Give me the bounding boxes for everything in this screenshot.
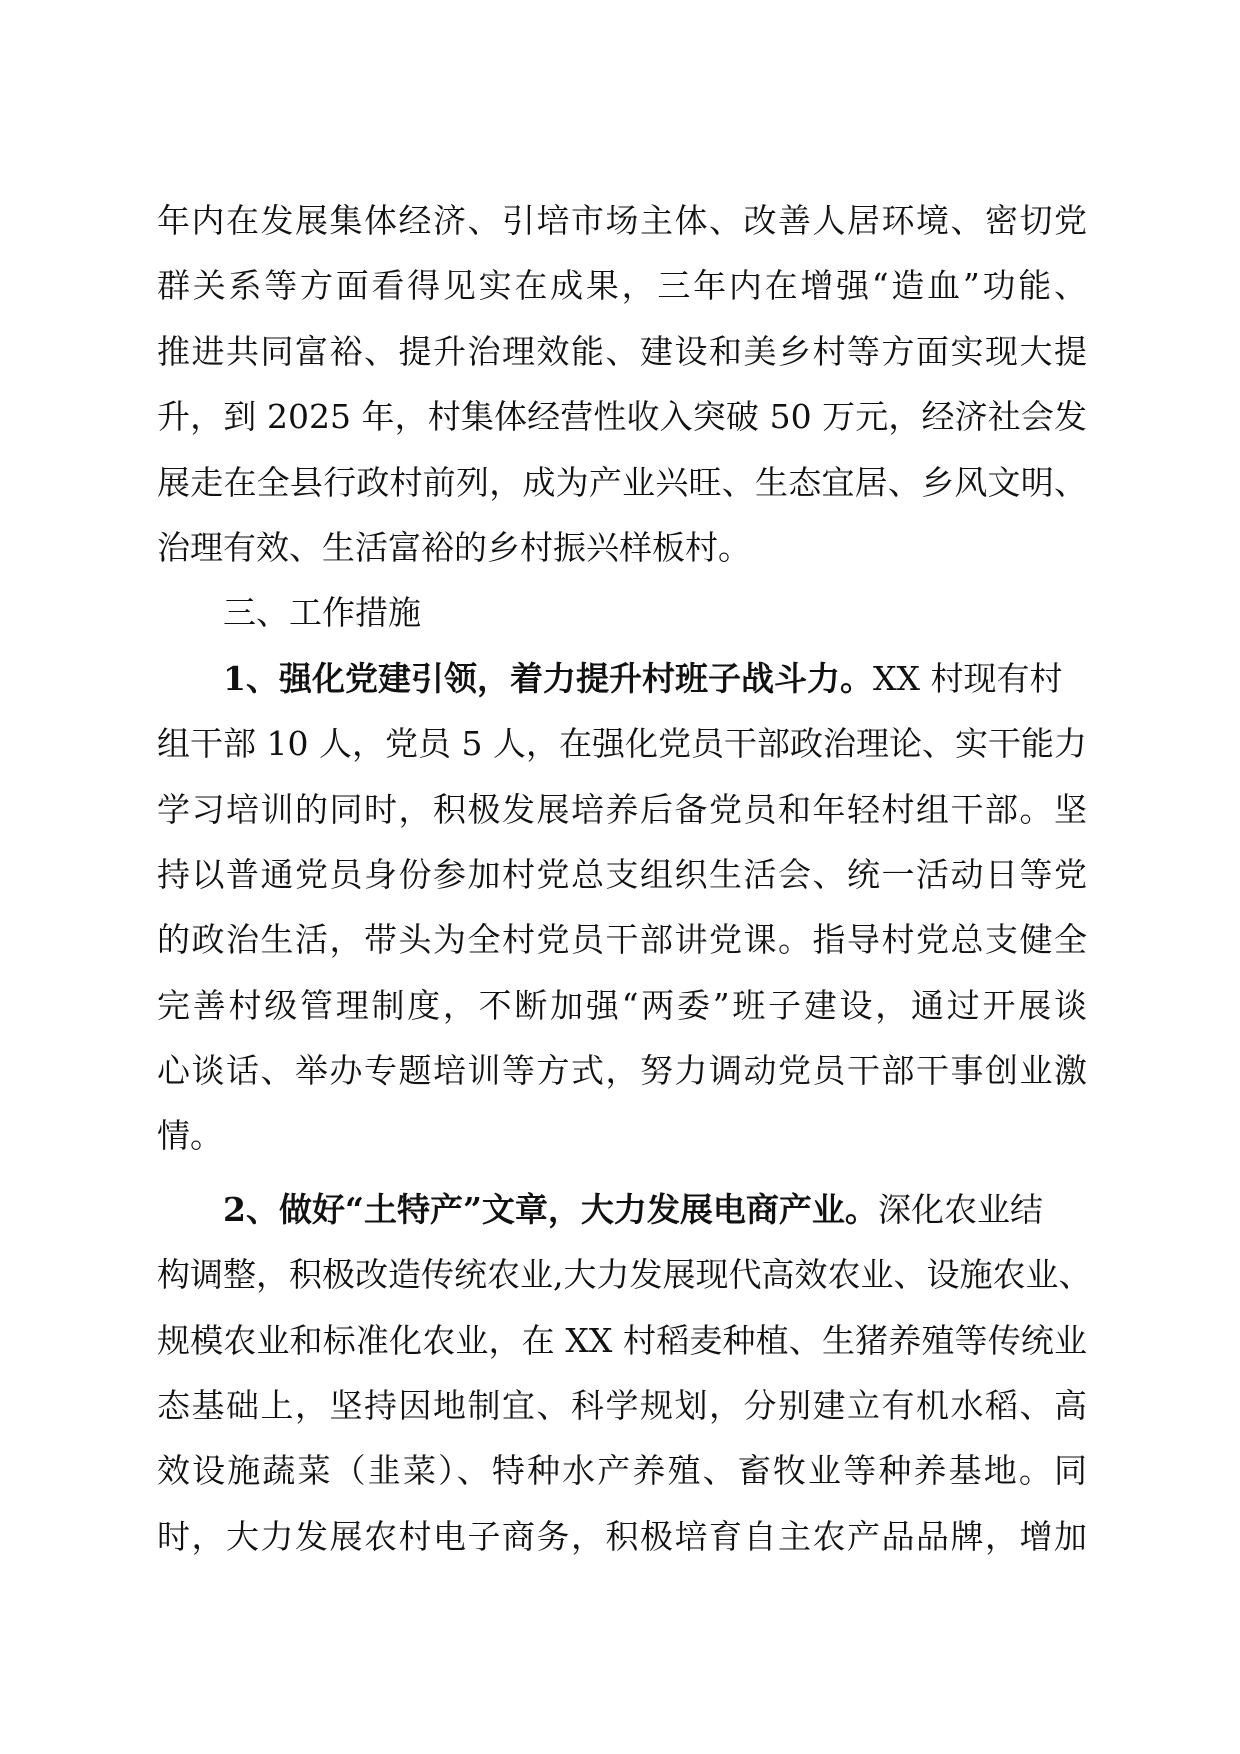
text-line: 治理有效、生活富裕的乡村振兴样板村。 [157, 527, 751, 567]
text-line: 时，大力发展农村电子商务，积极培育自主农产品品牌，增加 [157, 1516, 1087, 1556]
section-heading: 三、工作措施 [223, 593, 421, 633]
text-line: 情。 [157, 1116, 223, 1156]
text-line: 升，到 2025 年，村集体经营性收入突破 50 万元，经济社会发 [157, 397, 1087, 437]
text-line: 组干部 10 人，党员 5 人，在强化党员干部政治理论、实干能力 [157, 724, 1087, 764]
text-line: 的政治生活，带头为全村党员干部讲党课。指导村党总支健全 [157, 920, 1087, 960]
item-2-first-line-rest: 深化农业结 [877, 1189, 1043, 1229]
item-2-first-line [157, 1177, 1087, 1242]
item-2-heading: 2、做好“土特产”文章，大力发展电商产业。 [223, 1189, 878, 1229]
text-line: 完善村级管理制度，不断加强“两委”班子建设，通过开展谈 [157, 985, 1087, 1025]
text-line: 规模农业和标准化农业，在 XX 村稻麦种植、生猪养殖等传统业 [157, 1320, 1087, 1360]
text-line: 年内在发展集体经济、引培市场主体、改善人居环境、密切党 [157, 201, 1087, 240]
text-line: 心谈话、举办专题培训等方式，努力调动党员干部干事创业激 [157, 1051, 1087, 1091]
paragraph-goals [157, 188, 1087, 580]
text-line: 态基础上，坚持因地制宜、科学规划，分别建立有机水稻、高 [157, 1386, 1087, 1426]
text-line: 展走在全县行政村前列，成为产业兴旺、生态宜居、乡风文明、 [157, 462, 1087, 502]
paragraph-item-2 [157, 1177, 1092, 1569]
text-line: 推进共同富裕、提升治理效能、建设和美乡村等方面实现大提 [157, 331, 1087, 371]
text-line: 构调整，积极改造传统农业,大力发展现代高效农业、设施农业、 [157, 1255, 1092, 1295]
text-line: 群关系等方面看得见实在成果，三年内在增强“造血”功能、 [157, 266, 1087, 306]
paragraph-item-1 [157, 646, 1087, 1169]
text-line: 学习培训的同时，积极发展培养后备党员和年轻村组干部。坚 [157, 789, 1087, 829]
item-1-first-line-rest: XX 村现有村 [872, 658, 1063, 698]
item-1-first-line [157, 646, 1087, 711]
text-line: 持以普通党员身份参加村党总支组织生活会、统一活动日等党 [157, 854, 1087, 894]
item-1-heading: 1、强化党建引领，着力提升村班子战斗力。 [223, 658, 873, 698]
document-body [157, 188, 1092, 1569]
text-line: 效设施蔬菜（韭菜）、特种水产养殖、畜牧业等种养基地。同 [157, 1451, 1087, 1491]
paragraph-spacing [157, 1169, 1087, 1177]
